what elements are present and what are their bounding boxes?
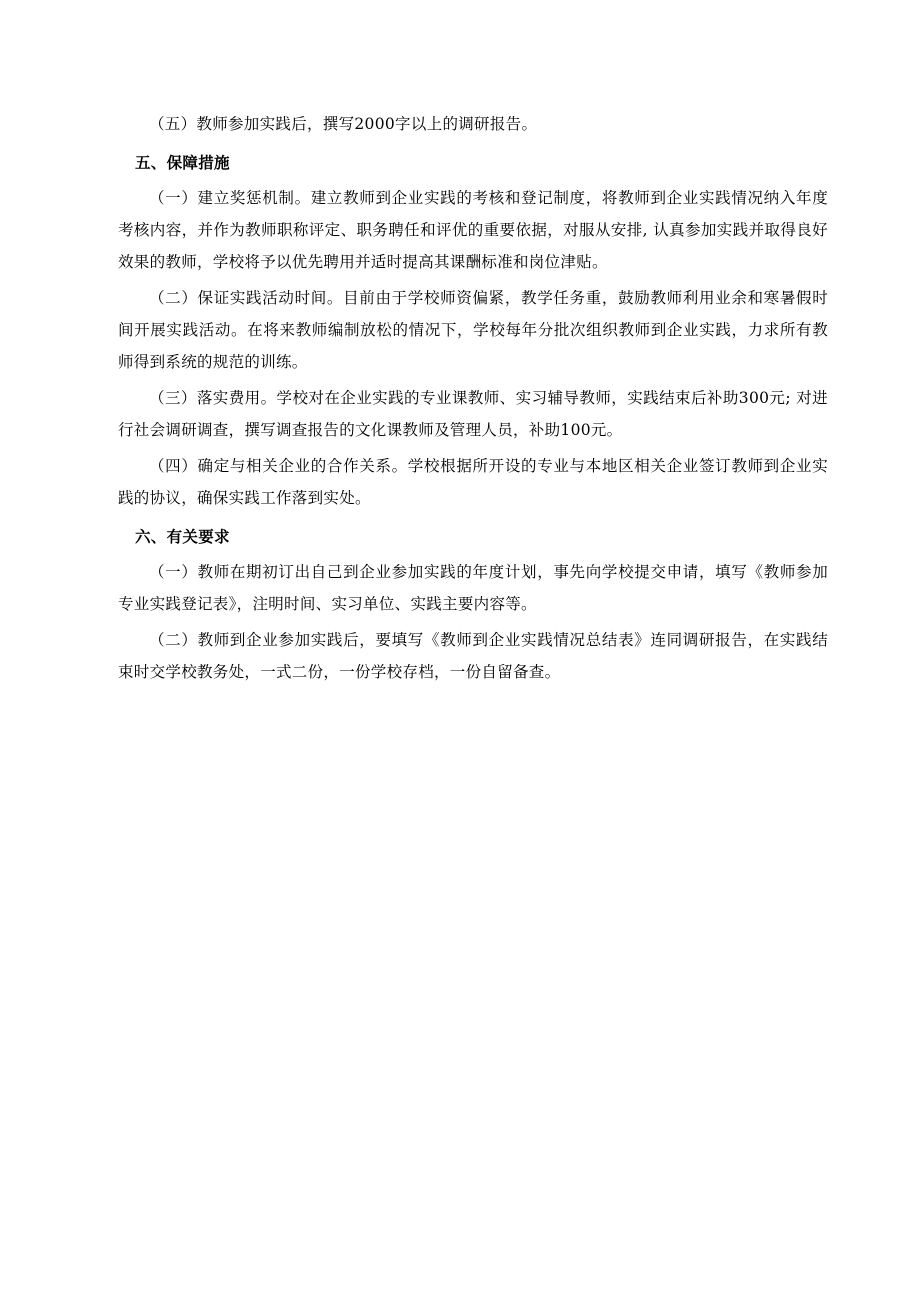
paragraph-reward-punishment: （一）建立奖惩机制。建立教师到企业实践的考核和登记制度，将教师到企业实践情况纳入年度考核内容，并作为教师职称评定、职务聘任和评优的重要依据，对服从安排, 认真参加实践并取得良好效果的教师，学校将予以优先聘用并适时提高其课酬标准和岗位津贴。 — [118, 189, 828, 271]
paragraph-practice-time: （二）保证实践活动时间。目前由于学校师资偏紧，教学任务重，鼓励教师利用业余和寒暑假时间开展实践活动。在将来教师编制放松的情况下，学校每年分批次组织教师到企业实践，力求所有教师得到系统的规范的训练。 — [118, 289, 828, 371]
paragraph-summary-form: （二）教师到企业参加实践后，要填写《教师到企业实践情况总结表》连同调研报告，在实践结束时交学校教务处，一式二份，一份学校存档，一份自留备查。 — [118, 631, 828, 681]
document-body — [118, 108, 828, 688]
section-heading-requirements: 六、有关要求 — [135, 528, 230, 546]
paragraph-annual-plan: （一）教师在期初订出自己到企业参加实践的年度计划，事先向学校提交申请，填写《教师参加专业实践登记表》，注明时间、实习单位、实践主要内容等。 — [118, 563, 828, 613]
paragraph-item-5-report: （五）教师参加实践后，撰写2000字以上的调研报告。 — [149, 115, 538, 133]
paragraph-expenses: （三）落实费用。学校对在企业实践的专业课教师、实习辅导教师，实践结束后补助300元; 对进行社会调研调查，撰写调查报告的文化课教师及管理人员，补助100元。 — [118, 389, 828, 439]
paragraph-enterprise-cooperation: （四）确定与相关企业的合作关系。学校根据所开设的专业与本地区相关企业签订教师到企业实践的协议，确保实践工作落到实处。 — [118, 457, 828, 507]
section-heading-safeguards: 五、保障措施 — [135, 154, 230, 172]
